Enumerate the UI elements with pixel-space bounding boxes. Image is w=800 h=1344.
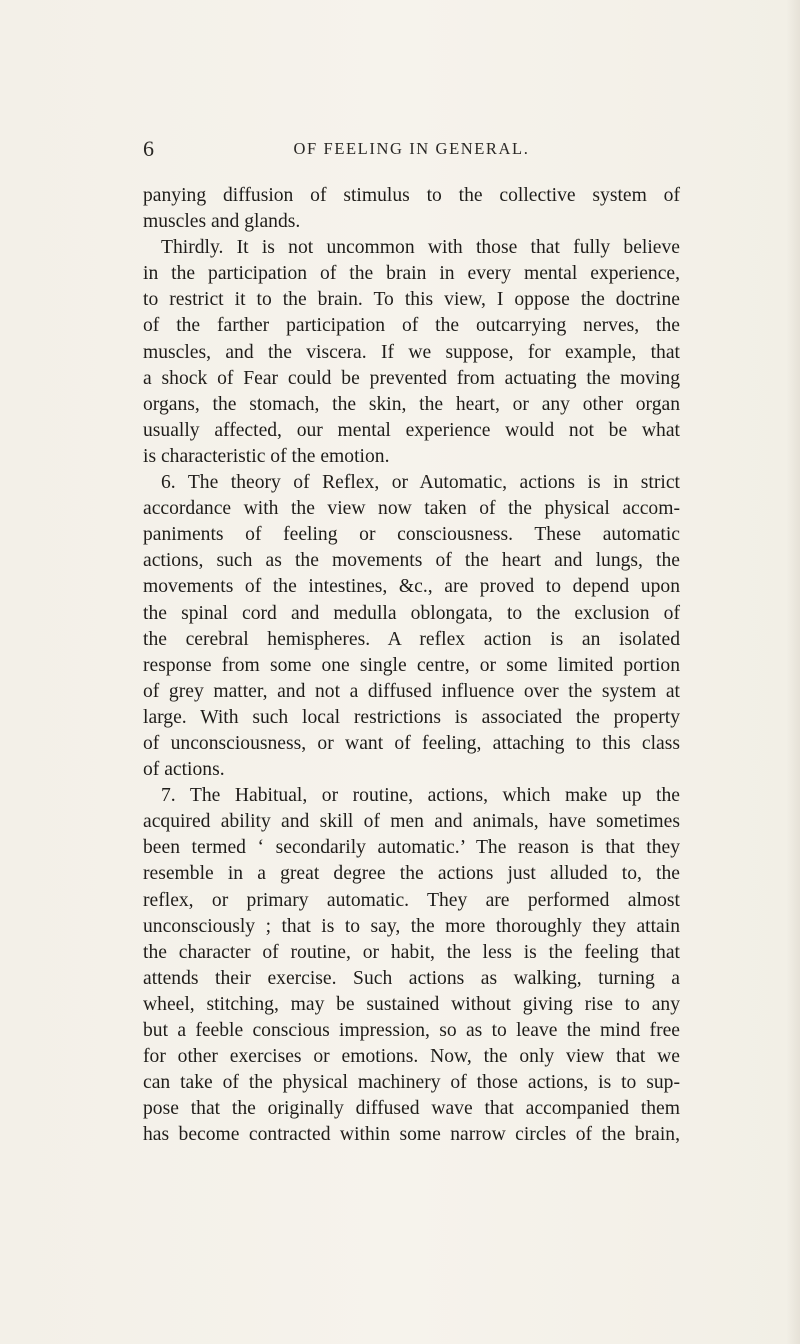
text-line: in the participation of the brain in every mental experience, [143, 263, 680, 285]
text-line: acquired ability and skill of men and animals, have sometimes [143, 811, 680, 833]
text-line: a shock of Fear could be prevented from actuating the moving [143, 367, 680, 389]
body-text [143, 183, 680, 1148]
page-number: 6 [143, 136, 154, 161]
text-line: the spinal cord and medulla oblongata, to the exclusion of [143, 602, 680, 624]
text-line: but a feeble conscious impression, so as to leave the mind free [143, 1020, 680, 1041]
text-line: been termed ‘ secondarily automatic.’ The reason is that they [143, 837, 680, 859]
text-line: the cerebral hemispheres. A reflex action is an isolated [143, 628, 680, 650]
text-line: of the farther participation of the outcarrying nerves, the [143, 315, 680, 337]
running-head: OF FEELING IN GENERAL. [293, 139, 530, 158]
text-line: wheel, stitching, may be sustained without giving rise to any [143, 993, 680, 1015]
text-line: muscles and glands. [143, 211, 301, 233]
page-edge-shadow [786, 0, 800, 1344]
text-line: 7. The Habitual, or routine, actions, which make up the [161, 785, 680, 807]
text-line: of actions. [143, 759, 225, 781]
page-header [143, 136, 680, 166]
text-line: response from some one single centre, or some limited portion [143, 654, 680, 676]
text-line: reflex, or primary automatic. They are performed almost [143, 889, 680, 911]
text-line: organs, the stomach, the skin, the heart, or any other organ [143, 393, 680, 415]
text-line: has become contracted within some narrow circles of the brain, [143, 1124, 680, 1146]
text-line: large. With such local restrictions is associated the property [143, 706, 680, 728]
text-line: usually affected, our mental experience would not be what [143, 419, 680, 441]
text-line: movements of the intestines, &c., are proved to depend upon [143, 576, 680, 598]
text-line: accordance with the view now taken of the physical accom- [143, 498, 680, 520]
text-line: the character of routine, or habit, the less is the feeling that [143, 941, 680, 963]
text-line: to restrict it to the brain. To this view, I oppose the doctrine [143, 289, 680, 311]
text-line: of grey matter, and not a diffused influence over the system at [143, 680, 680, 702]
text-line: for other exercises or emotions. Now, the only view that we [143, 1046, 680, 1068]
text-line: unconsciously ; that is to say, the more thoroughly they attain [143, 915, 680, 937]
text-line: 6. The theory of Reflex, or Automatic, actions is in strict [161, 472, 680, 494]
text-line: panying diffusion of stimulus to the collective system of [143, 185, 680, 206]
text-line: attends their exercise. Such actions as walking, turning a [143, 967, 680, 989]
text-line: actions, such as the movements of the heart and lungs, the [143, 550, 680, 572]
text-line: is characteristic of the emotion. [143, 445, 390, 467]
text-line: of unconsciousness, or want of feeling, attaching to this class [143, 732, 680, 754]
text-line: muscles, and the viscera. If we suppose, for example, that [143, 341, 680, 363]
text-line: pose that the originally diffused wave that accompanied them [143, 1098, 680, 1120]
text-line: can take of the physical machinery of those actions, is to sup- [143, 1072, 680, 1094]
text-line: Thirdly. It is not uncommon with those that fully believe [161, 237, 680, 259]
text-line: paniments of feeling or consciousness. These automatic [143, 524, 680, 546]
text-line: resemble in a great degree the actions just alluded to, the [143, 863, 680, 885]
